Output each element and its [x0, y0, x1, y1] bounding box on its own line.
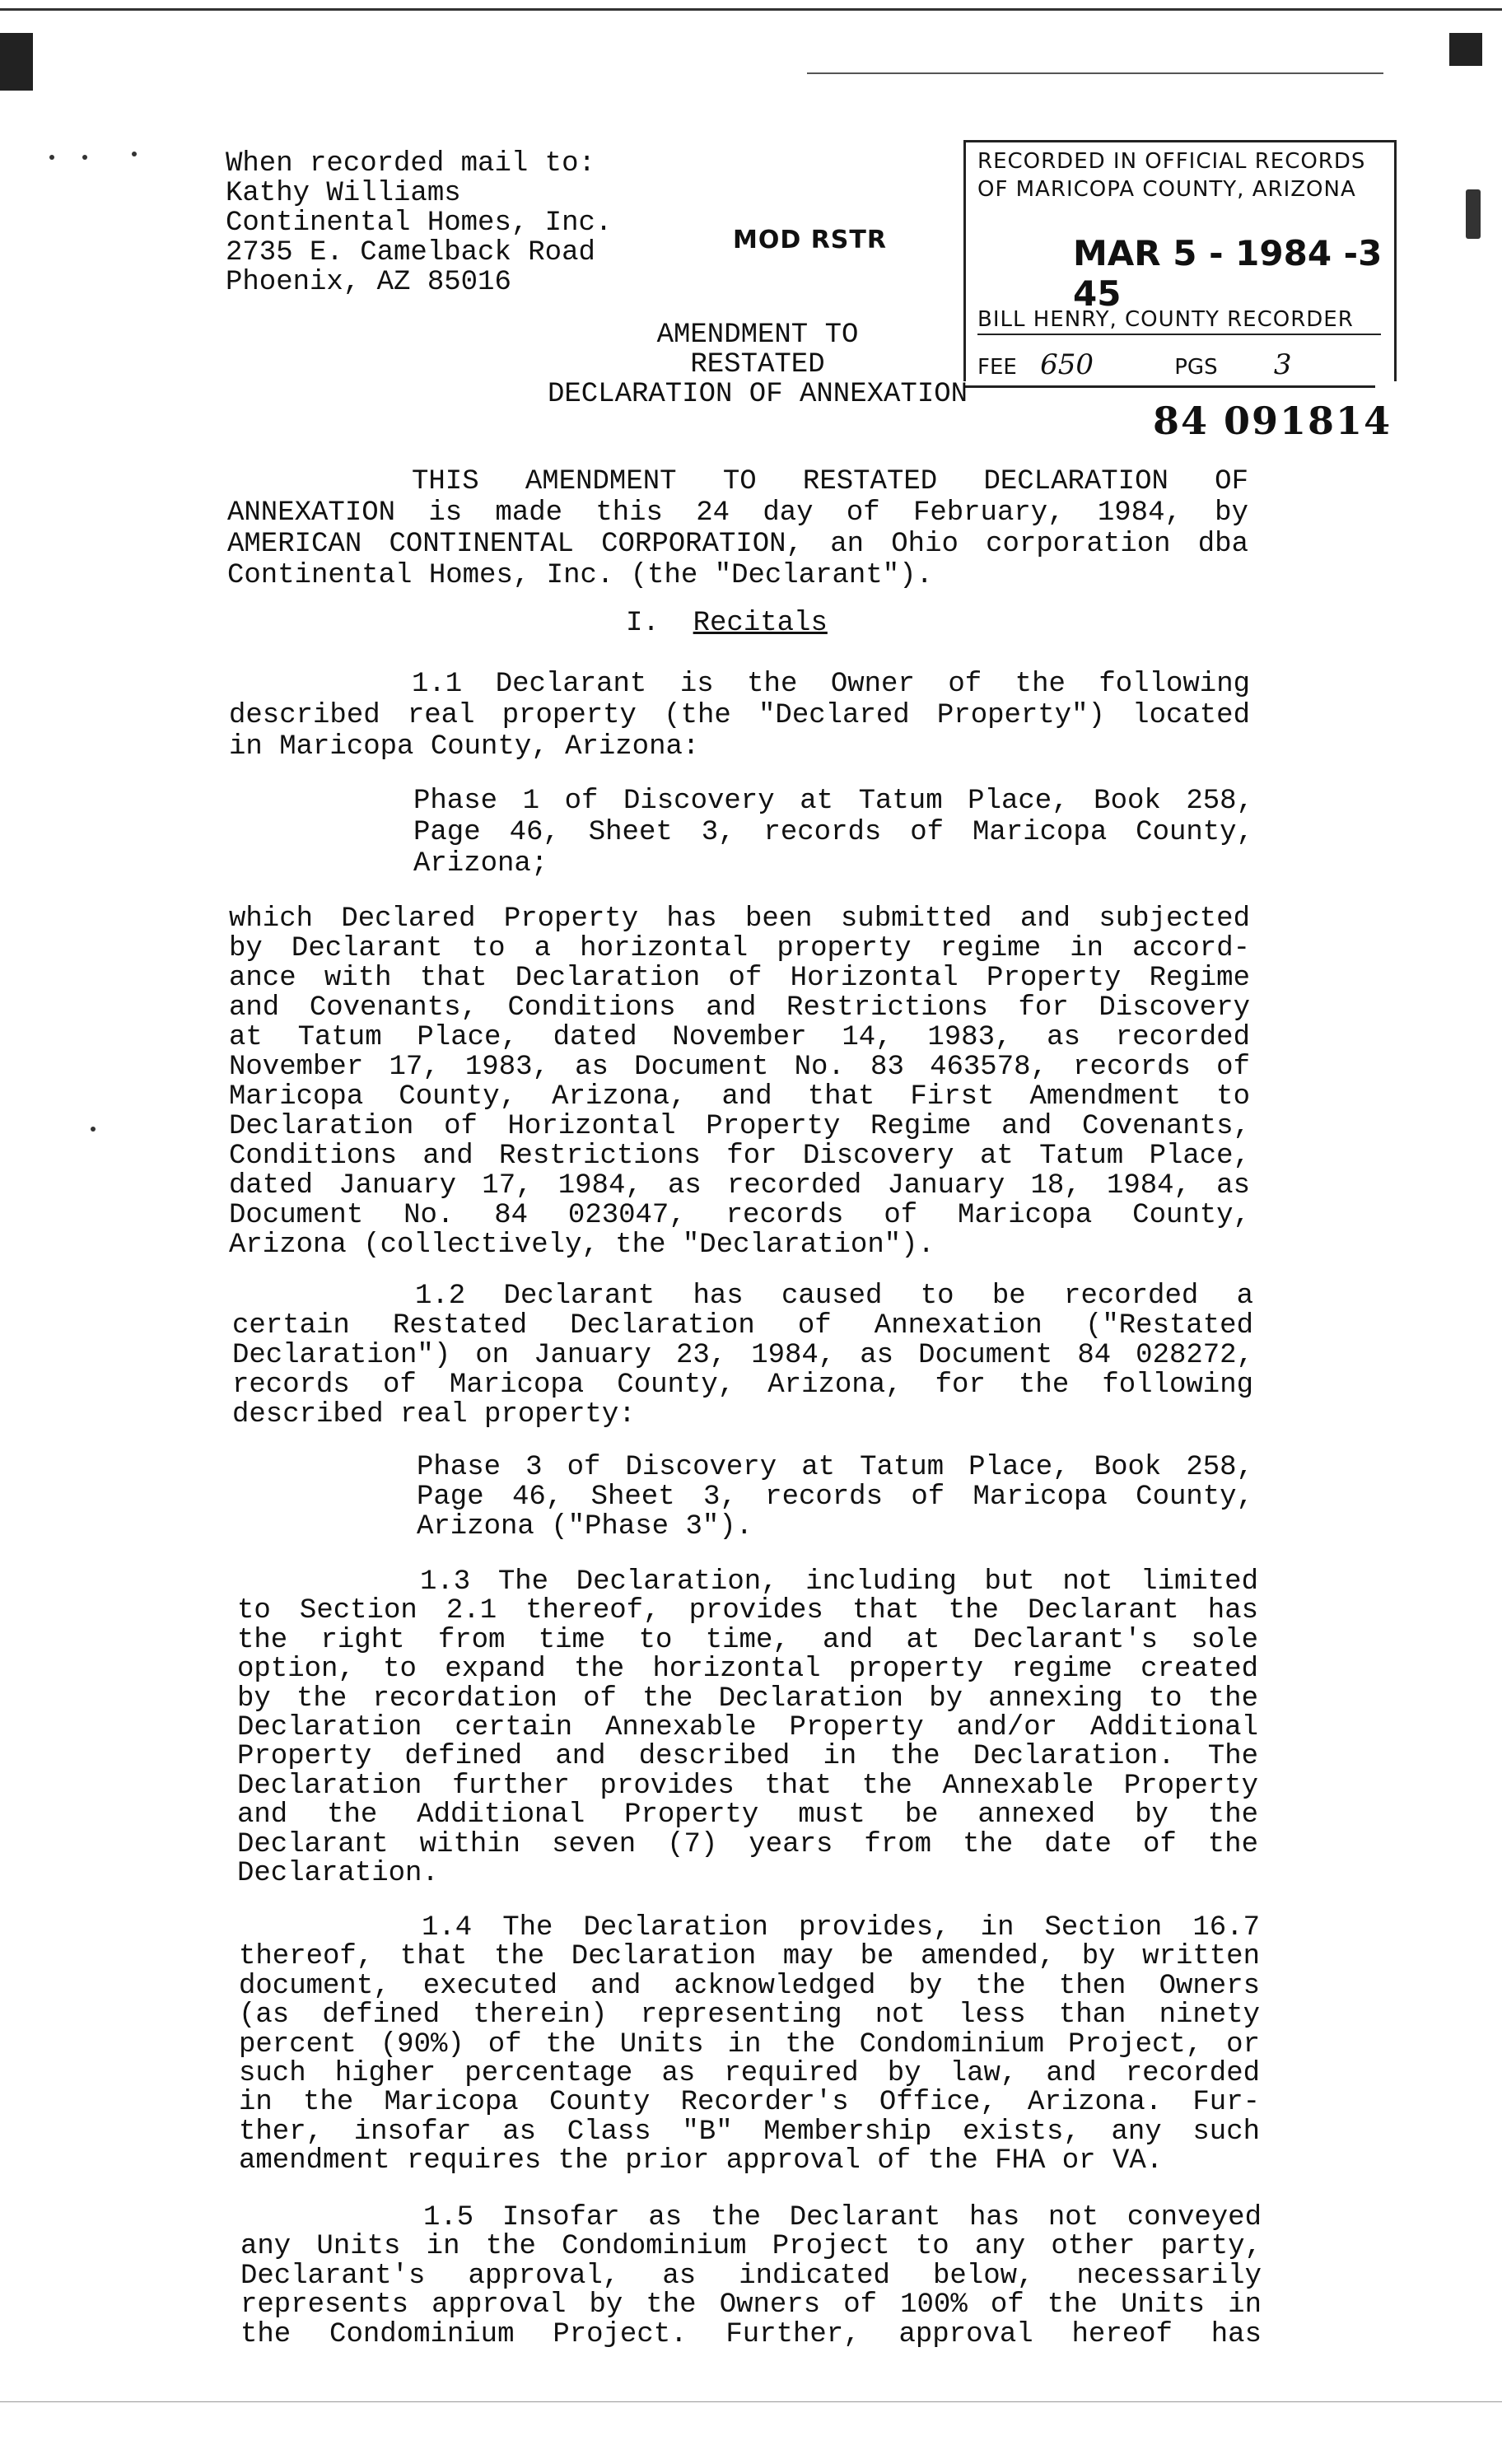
recital-line: percent (90%) of the Units in the Condominium Project, or	[239, 2028, 1260, 2060]
pgs-label: PGS	[1174, 355, 1218, 380]
recital-line: by Declarant to a horizontal property regime in accord-	[229, 933, 1250, 964]
recital-1-1-property	[413, 786, 1253, 880]
recital-line: the Condominium Project. Further, approval hereof has	[240, 2318, 1262, 2350]
recital-line: by the recordation of the Declaration by annexing to the	[237, 1682, 1258, 1715]
recipient-company: Continental Homes, Inc.	[226, 208, 613, 239]
property-line: Page 46, Sheet 3, records of Maricopa County,	[413, 817, 1253, 848]
fee-value: 650	[1040, 348, 1094, 381]
recital-line: (as defined therein) representing not less than ninety	[239, 2000, 1260, 2032]
recital-line: Conditions and Restrictions for Discovery at Tatum Place,	[229, 1141, 1250, 1172]
recorder-stamp	[963, 140, 1397, 381]
intro-line: Continental Homes, Inc. (the "Declarant").	[227, 560, 933, 591]
stamp-recorder: BILL HENRY, COUNTY RECORDER	[977, 307, 1381, 335]
mail-to-label: When recorded mail to:	[226, 148, 595, 180]
recital-1-1-continued	[229, 904, 1250, 1260]
recital-line: dated January 17, 1984, as recorded January 18, 1984, as	[229, 1170, 1250, 1202]
section-number: I.	[626, 608, 660, 639]
recital-line: Declarant within seven (7) years from the date of the	[237, 1828, 1258, 1860]
fee-label: FEE	[977, 355, 1017, 380]
property-line: Arizona ("Phase 3").	[417, 1511, 753, 1542]
intro-paragraph	[227, 466, 1248, 591]
recital-1-5	[240, 2204, 1262, 2350]
recital-line: in the Maricopa County Recorder's Office, Arizona. Fur-	[239, 2087, 1260, 2119]
title-line-1: AMENDMENT TO	[656, 320, 859, 351]
property-line: Phase 3 of Discovery at Tatum Place, Book 258,	[417, 1452, 1253, 1483]
recital-line: to Section 2.1 thereof, provides that the Declarant has	[237, 1595, 1258, 1627]
recital-line: Document No. 84 023047, records of Maricopa County,	[229, 1200, 1250, 1231]
section-heading	[626, 608, 828, 639]
intro-line: AMERICAN CONTINENTAL CORPORATION, an Ohio corporation dba	[227, 529, 1248, 560]
stamp-underline	[963, 385, 1375, 388]
title-line-2: RESTATED	[690, 349, 825, 380]
recital-1-4	[239, 1914, 1260, 2177]
recital-line: 1.1 Declarant is the Owner of the following	[412, 669, 1250, 700]
scan-artifact-left	[0, 33, 33, 91]
document-number: 84 091814	[1153, 399, 1392, 443]
scan-edge-bottom	[0, 2401, 1502, 2402]
scan-line-artifact	[807, 72, 1383, 74]
recipient-name: Kathy Williams	[226, 178, 461, 209]
stamp-line-2: OF MARICOPA COUNTY, ARIZONA	[977, 177, 1356, 202]
recital-line: thereof, that the Declaration may be amended, by written	[239, 1941, 1260, 1973]
recital-line: described real property (the "Declared Property") located	[229, 700, 1250, 731]
scan-speck	[132, 152, 137, 156]
intro-line: ANNEXATION is made this 24 day of February, 1984, by	[227, 497, 1248, 529]
recital-line: which Declared Property has been submitted and subjected	[229, 903, 1250, 935]
scan-speck	[82, 155, 87, 160]
property-line: Phase 1 of Discovery at Tatum Place, Book 258,	[413, 786, 1253, 817]
recital-line: November 17, 1983, as Document No. 83 463578, records of	[229, 1052, 1250, 1083]
recipient-city: Phoenix, AZ 85016	[226, 267, 511, 298]
recital-line: described real property:	[232, 1399, 636, 1430]
mod-rstr-mark: MOD RSTR	[733, 226, 887, 254]
stamp-date: MAR 5 - 1984 -3 45	[1073, 233, 1383, 314]
recital-line: and the Additional Property must be annexed by the	[237, 1799, 1258, 1832]
recital-line: the right from time to time, and at Declarant's sole	[237, 1624, 1258, 1656]
scan-speck	[91, 1127, 96, 1132]
title-line-3: DECLARATION OF ANNEXATION	[547, 379, 968, 410]
recital-line: ance with that Declaration of Horizontal Property Regime	[229, 963, 1250, 994]
scan-edge-top	[0, 8, 1502, 11]
recital-line: records of Maricopa County, Arizona, for the following	[232, 1370, 1253, 1401]
recital-line: document, executed and acknowledged by the then Owners	[239, 1970, 1260, 2002]
section-title: Recitals	[693, 608, 828, 639]
recital-line: at Tatum Place, dated November 14, 1983, as recorded	[229, 1022, 1250, 1053]
recital-line: option, to expand the horizontal property regime created	[237, 1654, 1258, 1686]
recital-line: in Maricopa County, Arizona:	[229, 731, 700, 763]
recital-line: Declarant's approval, as indicated below, necessarily	[240, 2260, 1262, 2292]
scan-speck	[1466, 189, 1481, 239]
recital-line: Declaration further provides that the Annexable Property	[237, 1770, 1258, 1802]
recital-line: represents approval by the Owners of 100% of the Units in	[240, 2289, 1262, 2322]
property-line: Arizona;	[413, 848, 548, 880]
property-line: Page 46, Sheet 3, records of Maricopa County,	[417, 1482, 1253, 1513]
scan-artifact-right	[1449, 33, 1482, 66]
recital-line: 1.5 Insofar as the Declarant has not conveyed	[423, 2202, 1262, 2233]
stamp-line-1: RECORDED IN OFFICIAL RECORDS	[977, 149, 1366, 174]
recital-line: certain Restated Declaration of Annexation ("Restated	[232, 1310, 1253, 1342]
recital-line: and Covenants, Conditions and Restrictions for Discovery	[229, 992, 1250, 1024]
recital-line: Declaration") on January 23, 1984, as Document 84 028272,	[232, 1340, 1253, 1371]
recital-1-3	[237, 1568, 1258, 1888]
recital-line: ther, insofar as Class "B" Membership exists, any such	[239, 2116, 1260, 2148]
recipient-street: 2735 E. Camelback Road	[226, 237, 595, 268]
recital-line: any Units in the Condominium Project to any other party,	[240, 2231, 1262, 2263]
recital-line: Declaration of Horizontal Property Regime and Covenants,	[229, 1111, 1250, 1142]
scan-speck	[49, 155, 54, 160]
recital-1-2-property	[417, 1453, 1253, 1542]
recital-line: Arizona (collectively, the "Declaration").	[229, 1230, 935, 1261]
recital-line: such higher percentage as required by law, and recorded	[239, 2058, 1260, 2090]
recital-1-1	[229, 669, 1250, 763]
pgs-value: 3	[1273, 348, 1292, 381]
recital-line: Maricopa County, Arizona, and that First Amendment to	[229, 1081, 1250, 1113]
recital-line: 1.3 The Declaration, including but not limited	[420, 1566, 1258, 1598]
mailing-address	[226, 148, 720, 296]
recital-line: 1.2 Declarant has caused to be recorded a	[415, 1281, 1253, 1312]
recital-1-2	[232, 1281, 1253, 1430]
intro-line: THIS AMENDMENT TO RESTATED DECLARATION OF	[412, 466, 1248, 497]
recital-line: 1.4 The Declaration provides, in Section 16.7	[422, 1912, 1260, 1944]
recital-line: Property defined and described in the Declaration. The	[237, 1741, 1258, 1773]
recital-line: Declaration.	[237, 1858, 439, 1890]
recital-line: amendment requires the prior approval of the FHA or VA.	[239, 2145, 1164, 2177]
stamp-fee-row	[977, 348, 1308, 381]
recital-line: Declaration certain Annexable Property and/or Additional	[237, 1712, 1258, 1744]
